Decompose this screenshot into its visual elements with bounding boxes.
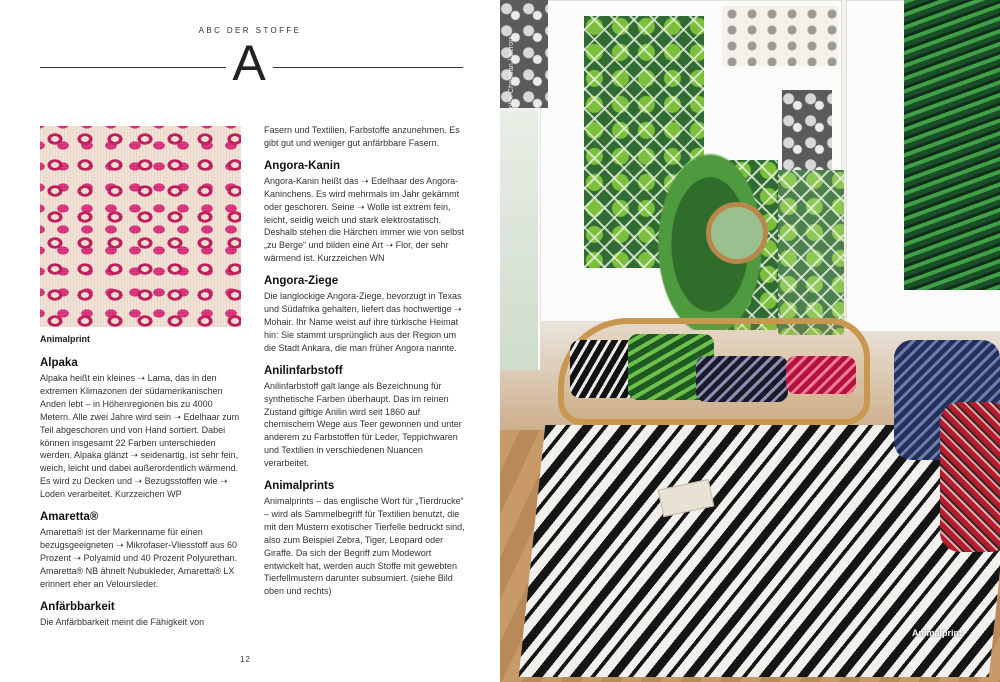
entry-alpaka xyxy=(40,356,242,501)
entry-title: Anilinfarbstoff xyxy=(264,364,343,377)
entry-anilinfarbstoff xyxy=(264,364,466,470)
wallpaper-small-panel xyxy=(782,90,832,170)
entry-animalprints xyxy=(264,479,466,598)
section-letter: A xyxy=(232,35,266,91)
animalprint-swatch-image xyxy=(40,126,241,327)
folding-screen-panel xyxy=(778,170,844,335)
page-number: 12 xyxy=(240,655,251,664)
entry-title: Angora-Kanin xyxy=(264,159,341,172)
section-kicker: ABC DER STOFFE xyxy=(198,26,302,35)
entry-text: Die Anfärbbarkeit meint die Fähigkeit von xyxy=(40,616,205,627)
entry-title: Alpaka xyxy=(40,357,78,369)
header-rule-left xyxy=(40,67,226,68)
text-column-left xyxy=(40,356,242,638)
entry-text: Die langlockige Angora-Ziege, bevorzugt in Texas und Südafrika gehalten, liefert das hochwertige ➝ Mohair. Ihr Name weist auf ihre türkische Heimat hin: Sie stammt ursprünglich aus der Region um die Stadt Ankara, die man früher Angora nannte. xyxy=(264,291,462,353)
photo-scene xyxy=(500,0,1000,682)
swatch-caption: Animalprint xyxy=(40,334,91,344)
entry-angora-kanin xyxy=(264,159,466,265)
continued-text: Fasern und Textilien, Farbstoffe anzunehmen. Es gibt gut und weniger gut anfärbbare Fasern. xyxy=(264,125,460,148)
photo-caption: Animalprint xyxy=(912,628,963,638)
wallpaper-flower-panel xyxy=(722,6,838,66)
wallpaper-green-tiger xyxy=(904,0,1000,290)
entry-title: Angora-Ziege xyxy=(264,275,339,288)
entry-text: Animalprints – das englische Wort für „Tierdrucke“ – wird als Sammelbegriff für Textilien benutzt, die mit den Mustern exotischer Tierfelle bedruckt sind, also zum Beispiel Zebra, Tiger, Leopard oder Giraffe. Da sich der Begriff zum Modewort entwickelt hat, werden auch Stoffe mit gewebten Tierfellmustern darunter subsumiert. (siehe Bild oben und rechts) xyxy=(264,496,465,597)
entry-title: Amaretta® xyxy=(40,511,99,524)
photo-credit: Foto: Christian Lacroix xyxy=(508,36,515,113)
dark-cushion xyxy=(696,356,788,402)
entry-amaretta xyxy=(40,510,242,591)
entry-angora-ziege xyxy=(264,274,466,355)
zebra-rug xyxy=(519,425,1000,677)
header-rule-right xyxy=(273,67,463,68)
pink-cushion xyxy=(786,356,856,394)
entry-text: Amaretta® ist der Markenname für einen bezugsgeeigneten ➝ Mikrofaser-Vliesstoff aus 60 Prozent ➝ Polyamid und 40 Prozent Polyurethan. Amaretta® NB ähnelt Nubukleder, Amaretta® LX erinnert eher an Veloursleder. xyxy=(40,527,238,589)
entry-anfaerbbarkeit xyxy=(40,600,242,629)
text-column-right xyxy=(264,124,466,607)
entry-text: Angora-Kanin heißt das ➝ Edelhaar des Angora-Kaninchens. Es wird mehrmals im Jahr gekämmt oder geschoren. Seine ➝ Wolle ist extrem fein, leicht, seidig weich und stark elektrostatisch. Deshalb stehen die Härchen immer wie von selbst „zu Berge“ und bilden eine Art ➝ Flor, der sehr wärmend ist. Kurzzeichen WN xyxy=(264,175,465,264)
round-mirror xyxy=(706,202,768,264)
entry-title: Anfärbbarkeit xyxy=(40,600,115,613)
entry-title: Animalprints xyxy=(264,480,335,493)
doorway-window xyxy=(500,110,540,370)
entry-text: Alpaka heißt ein kleines ➝ Lama, das in den extremen Klimazonen der südamerikanischen Anden lebt – in Höhenregionen bis zu 4000 Metern. Alle zwei Jahre wird sein ➝ Edelhaar zum Teil abgeschoren und von Hand sortiert. Dabei können insgesamt 22 Farben unterschieden werden. Alpaka glänzt ➝ seidenartig, ist sehr fein, weich, leicht und dabei außerordentlich wärmend. Es wird zu Decken und ➝ Bezugsstoffen wie ➝ Loden verarbeitet. Kurzzeichen WP xyxy=(40,373,240,500)
entry-text: Anilinfarbstoff galt lange als Bezeichnung für synthetische Farben überhaupt. Das im reinen Zustand giftige Anilin wird seit 1860 auf chemischem Wege aus Teer gewonnen und unter anderem zu Farbstoffen für Leder, Teppichwaren und Textilien in verschiedenen Nuancen verarbeitet. xyxy=(264,380,462,469)
interior-photo xyxy=(500,0,1000,682)
red-pouf xyxy=(940,402,1000,552)
